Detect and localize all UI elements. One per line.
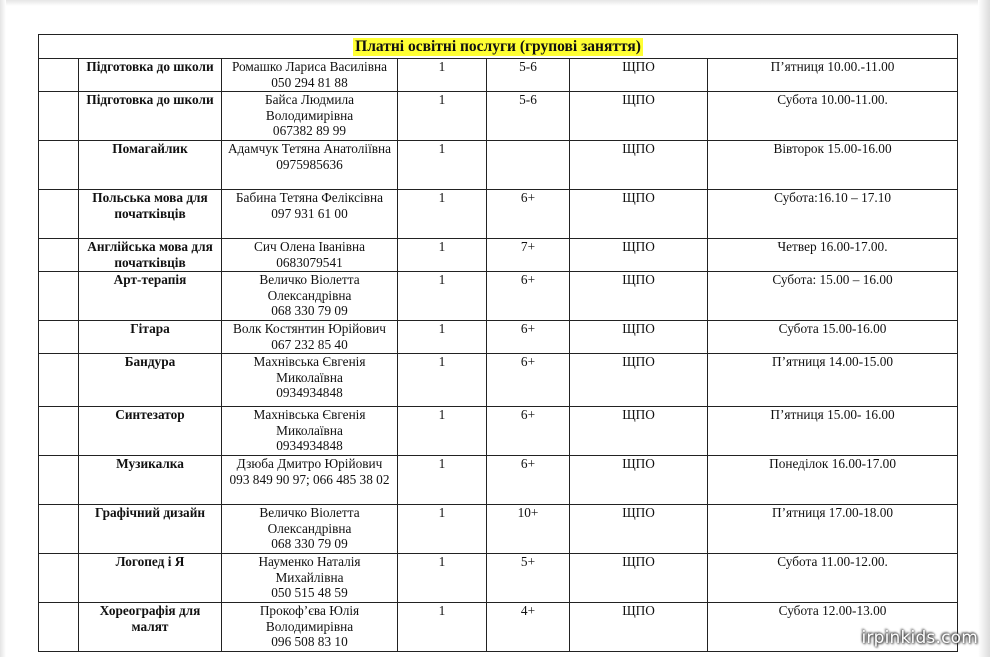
teacher-cell: [222, 59, 398, 92]
teacher-phone: 0975985636: [276, 156, 343, 172]
teacher-phone: 093 849 90 97; 066 485 38 02: [229, 471, 390, 487]
teacher-name: Сич Олена Іванівна: [253, 239, 366, 254]
table-row: [39, 321, 958, 354]
table-row: [39, 141, 958, 190]
row-blank-cell: [39, 92, 79, 141]
age-group: 5+: [487, 554, 570, 603]
venue: ЩПО: [570, 92, 708, 141]
teacher-phone: 0683079541: [276, 254, 343, 270]
venue: ЩПО: [570, 321, 708, 354]
venue: ЩПО: [570, 407, 708, 456]
table-row: [39, 505, 958, 554]
groups-count: 1: [398, 190, 487, 239]
teacher-cell: [222, 354, 398, 407]
teacher-cell: [222, 92, 398, 141]
service-name: Помагайлик: [79, 141, 222, 190]
page-edge-right: [978, 0, 990, 657]
schedule-time: Субота 10.00-11.00.: [708, 92, 958, 141]
venue: ЩПО: [570, 505, 708, 554]
schedule-time: П’ятниця 10.00.-11.00: [708, 59, 958, 92]
service-name: Підготовка до школи: [79, 92, 222, 141]
venue: ЩПО: [570, 603, 708, 652]
teacher-phone: 050 294 81 88: [271, 74, 348, 90]
table-row: [39, 603, 958, 652]
venue: ЩПО: [570, 59, 708, 92]
venue: ЩПО: [570, 354, 708, 407]
teacher-name: Дзюба Дмитро Юрійович: [236, 456, 383, 471]
teacher-cell: [222, 554, 398, 603]
table-row: [39, 59, 958, 92]
row-blank-cell: [39, 321, 79, 354]
teacher-phone: 068 330 79 09: [271, 536, 348, 552]
service-name: Синтезатор: [79, 407, 222, 456]
teacher-name: Махнівська Євгенія Миколаївна: [253, 354, 366, 385]
age-group: 4+: [487, 603, 570, 652]
groups-count: 1: [398, 505, 487, 554]
row-blank-cell: [39, 354, 79, 407]
teacher-name: Махнівська Євгенія Миколаївна: [253, 407, 366, 438]
venue: ЩПО: [570, 272, 708, 321]
teacher-cell: [222, 141, 398, 190]
service-name: Англійська мова для початківців: [79, 239, 222, 272]
table-row: [39, 456, 958, 505]
schedule-time: Понеділок 16.00-17.00: [708, 456, 958, 505]
service-name: Гітара: [79, 321, 222, 354]
venue: ЩПО: [570, 554, 708, 603]
schedule-time: Субота 11.00-12.00.: [708, 554, 958, 603]
venue: ЩПО: [570, 190, 708, 239]
groups-count: 1: [398, 321, 487, 354]
teacher-name: Ромашко Лариса Василівна: [231, 59, 388, 74]
age-group: 10+: [487, 505, 570, 554]
age-group: 6+: [487, 190, 570, 239]
table-row: [39, 554, 958, 603]
groups-count: 1: [398, 92, 487, 141]
age-group: 6+: [487, 272, 570, 321]
schedule-time: Субота 12.00-13.00: [708, 603, 958, 652]
schedule-time: Четвер 16.00-17.00.: [708, 239, 958, 272]
service-name: Логопед і Я: [79, 554, 222, 603]
teacher-cell: [222, 190, 398, 239]
teacher-phone: 0934934848: [276, 385, 343, 401]
watermark: irpinkids.com: [861, 628, 978, 648]
groups-count: 1: [398, 272, 487, 321]
table-row: [39, 239, 958, 272]
table-row: [39, 272, 958, 321]
teacher-name: Адамчук Тетяна Анатоліївна: [227, 141, 392, 156]
row-blank-cell: [39, 59, 79, 92]
teacher-name: Бабина Тетяна Феліксівна: [235, 190, 384, 205]
schedule-time: Субота: 15.00 – 16.00: [708, 272, 958, 321]
groups-count: 1: [398, 59, 487, 92]
age-group: 6+: [487, 456, 570, 505]
age-group: 5-6: [487, 92, 570, 141]
schedule-time: П’ятниця 15.00- 16.00: [708, 407, 958, 456]
row-blank-cell: [39, 239, 79, 272]
service-name: Музикалка: [79, 456, 222, 505]
teacher-cell: [222, 603, 398, 652]
table-row: [39, 354, 958, 407]
age-group: 6+: [487, 354, 570, 407]
schedule-time: П’ятниця 17.00-18.00: [708, 505, 958, 554]
teacher-phone: 097 931 61 00: [271, 205, 348, 221]
venue: ЩПО: [570, 456, 708, 505]
table-row: [39, 92, 958, 141]
teacher-name: Волк Костянтин Юрійович: [233, 321, 386, 336]
groups-count: 1: [398, 456, 487, 505]
table-row: [39, 190, 958, 239]
venue: ЩПО: [570, 141, 708, 190]
age-group: 5-6: [487, 59, 570, 92]
row-blank-cell: [39, 272, 79, 321]
schedule-table: [38, 34, 958, 652]
row-blank-cell: [39, 141, 79, 190]
table-row: [39, 407, 958, 456]
schedule-time: Субота:16.10 – 17.10: [708, 190, 958, 239]
schedule-time: П’ятниця 14.00-15.00: [708, 354, 958, 407]
teacher-phone: 0934934848: [276, 438, 343, 454]
teacher-phone: 067 232 85 40: [271, 336, 348, 352]
teacher-cell: [222, 456, 398, 505]
groups-count: 1: [398, 239, 487, 272]
row-blank-cell: [39, 505, 79, 554]
teacher-name: Науменко Наталія Михайлівна: [258, 554, 361, 585]
teacher-name: Байса Людмила Володимирівна: [264, 92, 355, 123]
venue: ЩПО: [570, 239, 708, 272]
teacher-cell: [222, 272, 398, 321]
groups-count: 1: [398, 354, 487, 407]
groups-count: 1: [398, 141, 487, 190]
teacher-phone: 050 515 48 59: [271, 585, 348, 601]
teacher-name: Прокоф’єва Юлія Володимирівна: [259, 603, 360, 634]
groups-count: 1: [398, 554, 487, 603]
schedule-time: Вівторок 15.00-16.00: [708, 141, 958, 190]
teacher-phone: 096 508 83 10: [271, 634, 348, 650]
teacher-name: Величко Віолетта Олександрівна: [259, 272, 360, 303]
teacher-phone: 067382 89 99: [272, 123, 347, 139]
service-name: Польська мова для початківців: [79, 190, 222, 239]
title-row: [39, 35, 958, 59]
age-group: 6+: [487, 321, 570, 354]
service-name: Бандура: [79, 354, 222, 407]
teacher-cell: [222, 321, 398, 354]
teacher-cell: [222, 505, 398, 554]
row-blank-cell: [39, 603, 79, 652]
age-group: 6+: [487, 407, 570, 456]
groups-count: 1: [398, 603, 487, 652]
page-edge-left: [0, 0, 6, 657]
row-blank-cell: [39, 456, 79, 505]
age-group: [487, 141, 570, 190]
schedule-time: Субота 15.00-16.00: [708, 321, 958, 354]
service-name: Підготовка до школи: [79, 59, 222, 92]
title-cell: [39, 35, 958, 59]
age-group: 7+: [487, 239, 570, 272]
service-name: Графічний дизайн: [79, 505, 222, 554]
teacher-cell: [222, 239, 398, 272]
page-edge-top: [0, 0, 990, 6]
teacher-phone: 068 330 79 09: [271, 303, 348, 319]
row-blank-cell: [39, 407, 79, 456]
service-name: Арт-терапія: [79, 272, 222, 321]
row-blank-cell: [39, 554, 79, 603]
service-name: Хореографія для малят: [79, 603, 222, 652]
teacher-cell: [222, 407, 398, 456]
document-title: Платні освітні послуги (групові заняття): [355, 37, 641, 55]
teacher-name: Величко Віолетта Олександрівна: [259, 505, 360, 536]
groups-count: 1: [398, 407, 487, 456]
row-blank-cell: [39, 190, 79, 239]
